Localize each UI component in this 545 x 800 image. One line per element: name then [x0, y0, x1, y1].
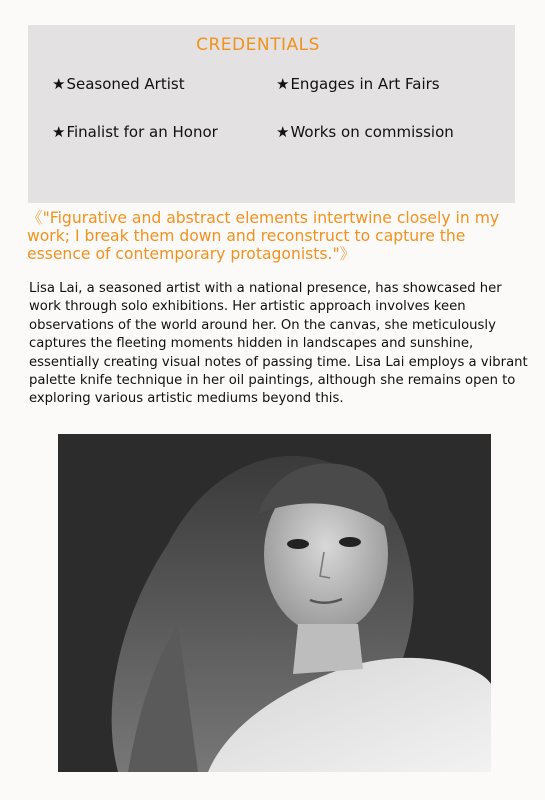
credential-item	[52, 123, 218, 141]
star-icon: ★	[52, 123, 66, 141]
portrait-image	[58, 434, 491, 772]
artist-portrait	[58, 434, 491, 772]
star-icon: ★	[276, 123, 290, 141]
star-icon: ★	[276, 75, 290, 93]
credential-label: Seasoned Artist	[66, 75, 185, 93]
credential-label: Engages in Art Fairs	[290, 75, 440, 93]
artist-quote: 《"Figurative and abstract elements intertwine closely in my work; I break them down and reconstruct to capture the essence of contemporary protagonists."》	[27, 209, 500, 263]
artist-bio: Lisa Lai, a seasoned artist with a national presence, has showcased her work through solo exhibitions. Her artistic approach involves keen observations of the world around her. On the canvas, she meticulously captures the fleeting moments hidden in landscapes and sunshine, essentially creating visual notes of passing time. Lisa Lai employs a vibrant palette knife technique in her oil paintings, although she remains open to exploring various artistic mediums beyond this.	[29, 281, 528, 407]
credential-item	[276, 75, 440, 93]
credential-item	[52, 75, 185, 93]
star-icon: ★	[52, 75, 66, 93]
credential-item	[276, 123, 454, 141]
credential-label: Works on commission	[290, 123, 454, 141]
credentials-title: CREDENTIALS	[196, 35, 320, 55]
credentials-panel	[28, 25, 515, 203]
credential-label: Finalist for an Honor	[66, 123, 218, 141]
